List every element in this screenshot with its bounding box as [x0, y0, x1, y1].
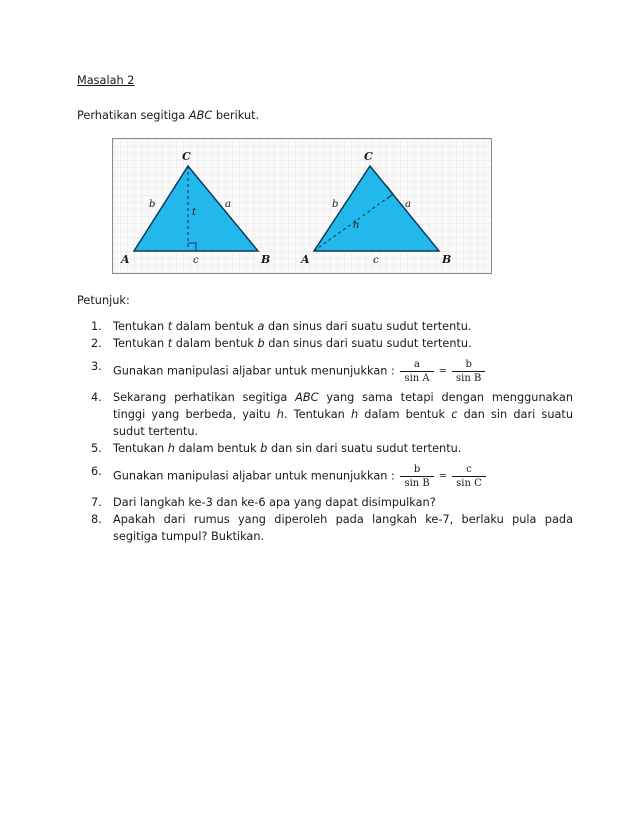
right-label-a: a [405, 199, 411, 210]
step-item: 8. Apakah dari rumus yang diperoleh pada langkah ke-7, berlaku pula pada segitiga tumpul? Buktikan. [91, 513, 573, 543]
right-label-b: b [332, 199, 339, 210]
fraction: $\frac{c}{\text{sin C}}$ [452, 463, 486, 490]
right-label-C: C [364, 150, 373, 163]
left-label-c: c [193, 255, 199, 266]
right-label-A: A [301, 253, 310, 266]
problem-heading: Masalah 2 [77, 74, 135, 87]
left-label-B: B [261, 253, 271, 266]
intro-text: Perhatikan segitiga ABC berikut. [77, 109, 260, 122]
left-label-t: t [192, 207, 197, 218]
right-label-h: h [353, 220, 360, 231]
step-item: 5. Tentukan h dalam bentuk b dan sin dari suatu sudut tertentu. [91, 442, 462, 455]
step-item: 6. Gunakan manipulasi aljabar untuk menunjukkan : $\frac{b}{\text{sin B}}$ = $\frac{c}{\text{sin C}}$ [113, 457, 573, 494]
hint-heading: Petunjuk: [77, 294, 130, 307]
step-item: 7. Dari langkah ke-3 dan ke-6 apa yang dapat disimpulkan? [91, 496, 436, 509]
right-label-c: c [373, 255, 379, 266]
step-item: 4. Sekarang perhatikan segitiga ABC yang sama tetapi dengan menggunakan tinggi yang berbeda, yaitu h. Tentukan h dalam bentuk c dan sin dari suatu sudut tertentu. [91, 391, 573, 438]
right-label-B: B [442, 253, 452, 266]
left-label-A: A [121, 253, 130, 266]
left-label-C: C [182, 150, 191, 163]
step-item: 2. Tentukan t dalam bentuk b dan sinus dari suatu sudut tertentu. [91, 337, 472, 350]
left-label-b: b [149, 199, 156, 210]
fraction: $\frac{b}{\text{sin B}}$ [400, 463, 433, 490]
hint-steps [77, 318, 573, 545]
step-item: 3. Gunakan manipulasi aljabar untuk menunjukkan : $\frac{a}{\text{sin A}}$ = $\frac{b}{\text{sin B}}$ [113, 352, 573, 389]
triangle-figure [112, 138, 492, 274]
step-item: 1. Tentukan t dalam bentuk a dan sinus dari suatu sudut tertentu. [91, 320, 472, 333]
left-label-a: a [225, 199, 231, 210]
triangle-diagram [113, 139, 491, 273]
fraction: $\frac{a}{\text{sin A}}$ [400, 358, 433, 385]
fraction: $\frac{b}{\text{sin B}}$ [452, 358, 485, 385]
